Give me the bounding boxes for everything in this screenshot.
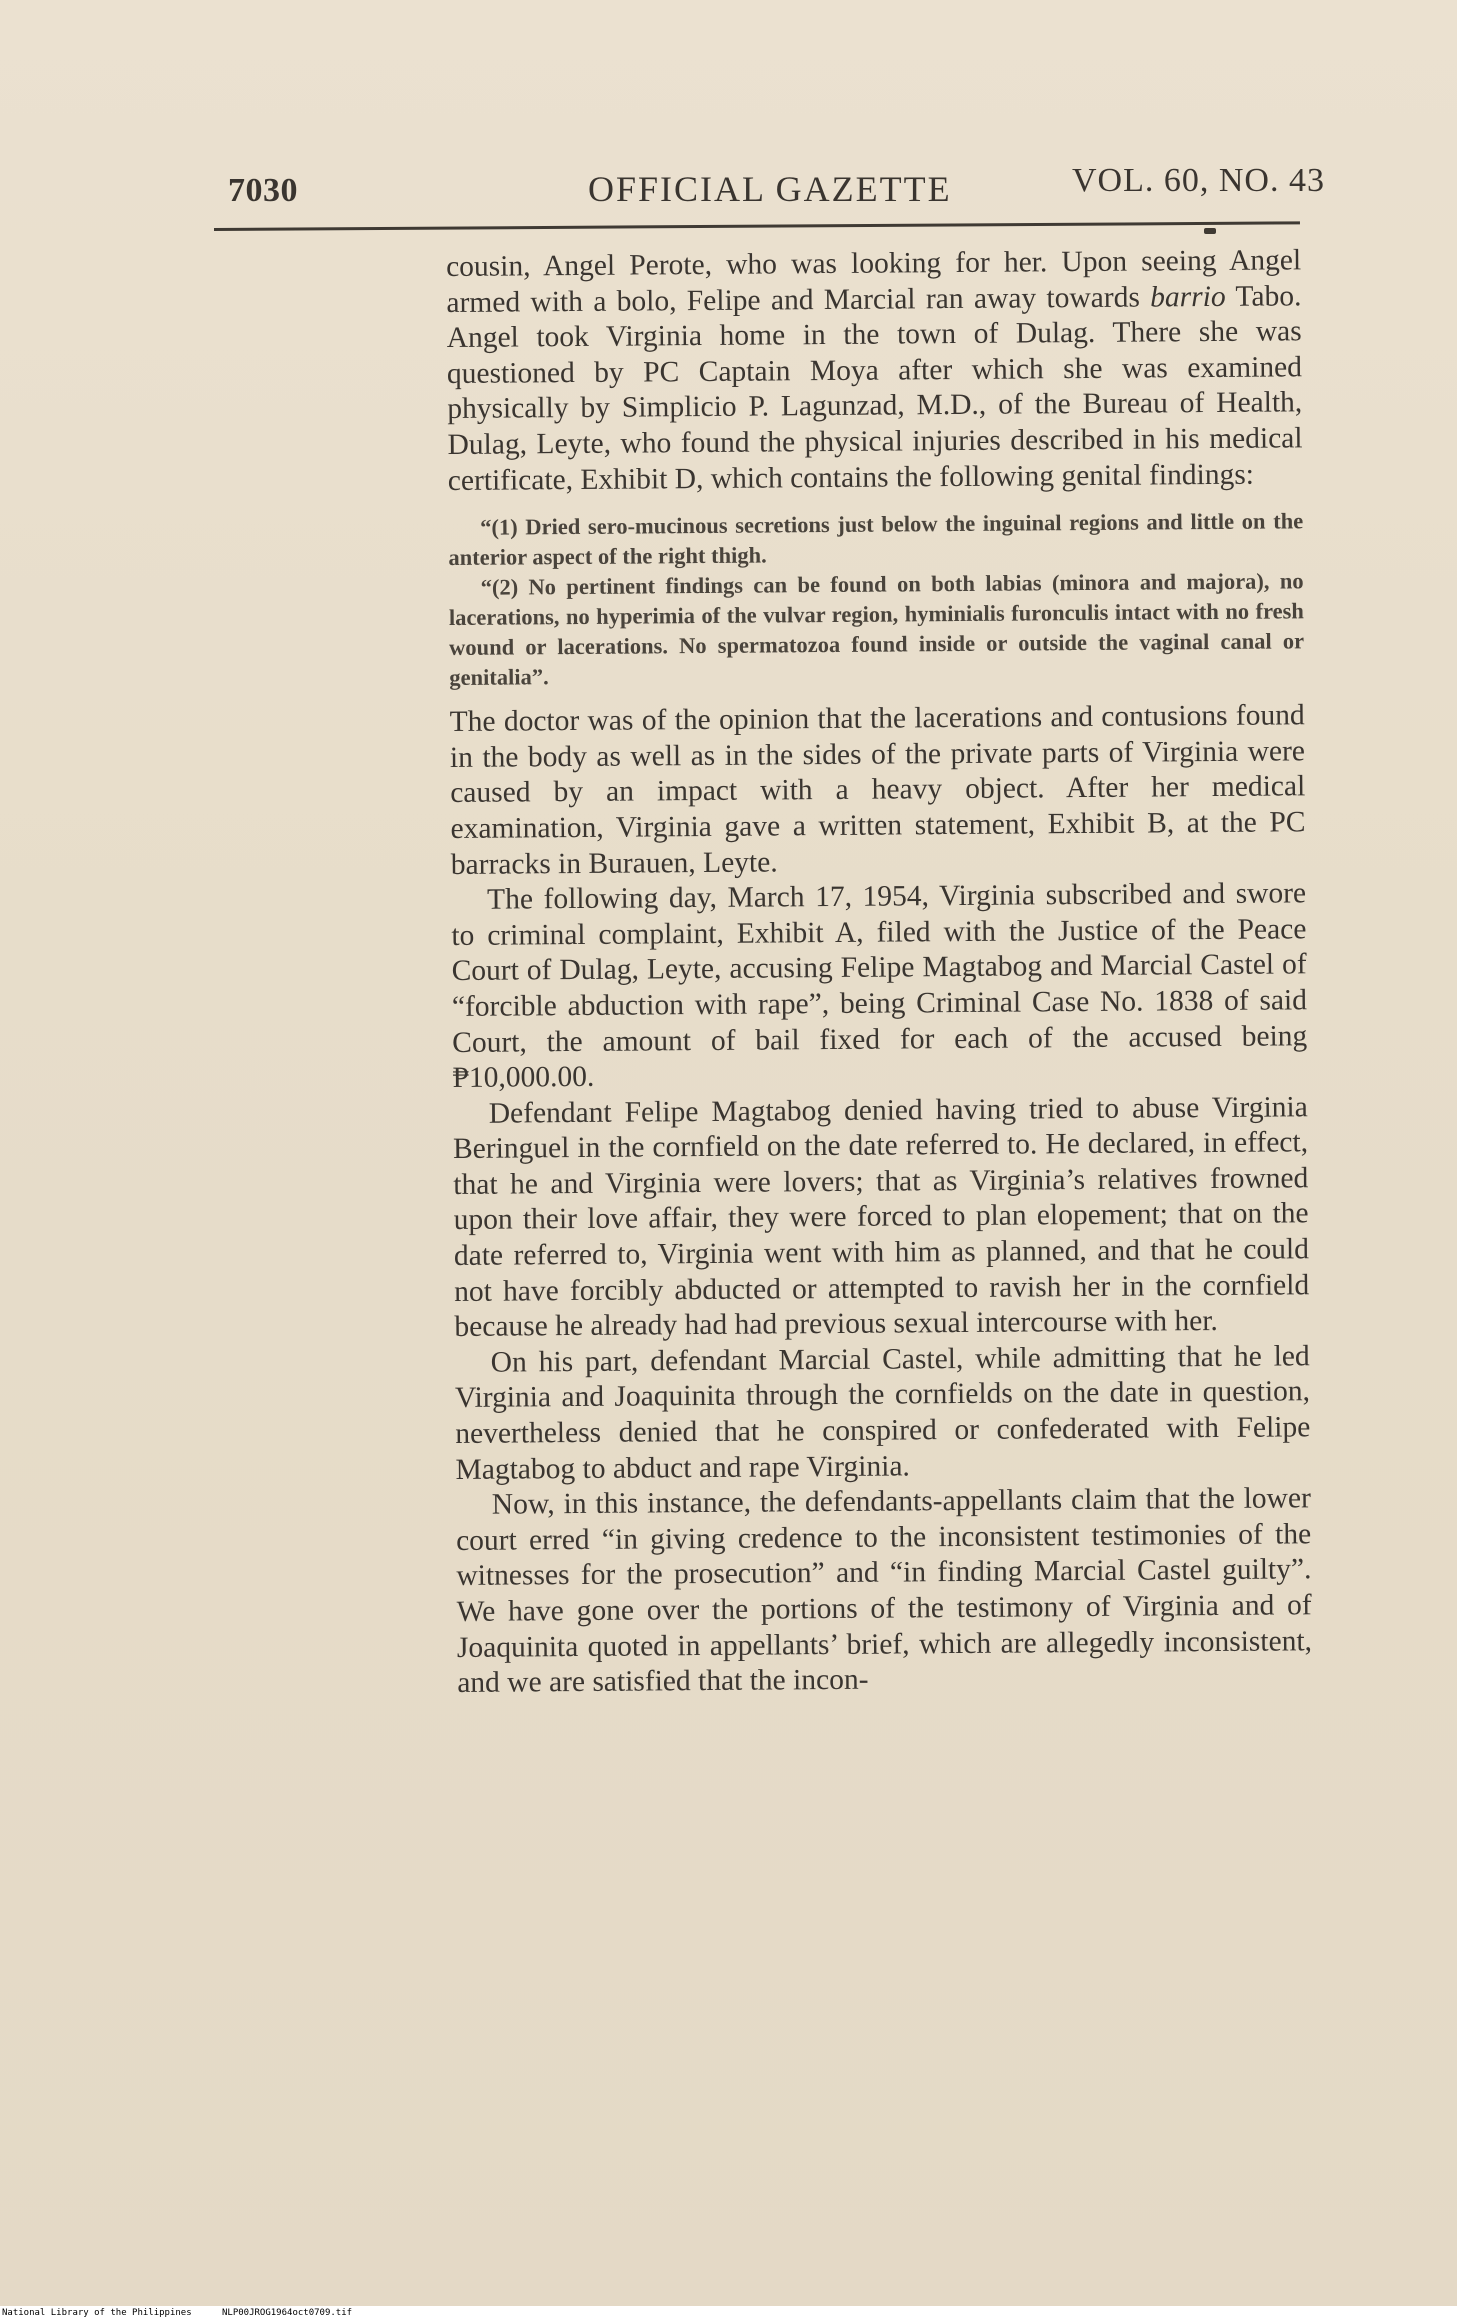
rule-mark [1204, 228, 1216, 234]
header-rule [214, 221, 1300, 231]
finding-2: “(2) No pertinent findings can be found on both labias (minora and majora), no lacerations, no hyperimia of the vulvar region, hyminialis furonculis intact with no fresh wound or lacerations. No spermatozoa found inside or outside the vaginal canal or genitalia”. [448, 568, 1305, 691]
page-number: 7030 [228, 172, 298, 209]
paragraph-1-start: cousin, Angel Perote, who was looking for her. Upon seeing Angel armed with a bolo, Felipe and Marcial ran away towards [446, 244, 1302, 319]
paragraph-4: Defendant Felipe Magtabog denied having tried to abuse Virginia Beringuel in the cornfield on the date referred to. He declared, in effect, that he and Virginia were lovers; that as Virginia’s relatives frowned upon their love affair, they were forced to plan elopement; that on the date referred to, Virginia went with him as planned, and that he could not have forcibly abducted or attempted to ravish her in the cornfield because he already had had previous sexual intercourse with her. [452, 1090, 1310, 1344]
running-title: OFFICIAL GAZETTE [588, 169, 952, 209]
scan-footer [0, 2306, 1457, 2321]
finding-1: “(1) Dried sero-mucinous secretions just below the inguinal regions and little on the anterior aspect of the right thigh. [448, 508, 1304, 571]
volume-issue: VOL. 60, NO. 43 [1072, 162, 1325, 199]
footer-file-id: NLP00JROG1964oct0709.tif [222, 2308, 353, 2318]
barrio-italic: barrio [1150, 280, 1226, 314]
paragraph-1-end: Tabo. Angel took Virginia home in the town of Dulag. There she was questioned by PC Captain Moya after which she was examined physically by Simplicio P. Lagunzad, M.D., of the Bureau of Health, Dulag, Leyte, who found the physical injuries described in his medical certificate, Exhibit D, which contains the following genital findings: [446, 279, 1303, 497]
footer-library: National Library of the Philippines [2, 2308, 192, 2318]
paragraph-5: On his part, defendant Marcial Castel, while admitting that he led Virginia and Joaquinita through the cornfields on the date in question, nevertheless denied that he conspired or confederated with Felipe Magtabog to abduct and rape Virginia. [454, 1340, 1311, 1486]
medical-findings-quote [448, 506, 1304, 693]
paragraph-2: The doctor was of the opinion that the lacerations and contusions found in the body as well as in the sides of the private parts of Virginia were caused by an impact with a heavy object. After her medical examination, Virginia gave a written statement, Exhibit B, at the PC barracks in Burauen, Leyte. [449, 699, 1306, 881]
paragraph-6: Now, in this instance, the defendants-appellants claim that the lower court erred “in giving credence to the inconsistent testimonies of the witnesses for the prosecution” and “in finding Marcial Castel guilty”. We have gone over the portions of the testimony of Virginia and of Joaquinita quoted in appellants’ brief, which are allegedly inconsistent, and we are satisfied that the incon- [456, 1482, 1313, 1700]
paragraph-1 [446, 243, 1303, 499]
body-text [446, 243, 1312, 1701]
paragraph-3: The following day, March 17, 1954, Virginia subscribed and swore to criminal complaint, Exhibit A, filed with the Justice of the Peace Court of Dulag, Leyte, accusing Felipe Magtabog and Marcial Castel of “forcible abduction with rape”, being Criminal Case No. 1838 of said Court, the amount of bail fixed for each of the accused being ₱10,000.00. [451, 877, 1308, 1095]
